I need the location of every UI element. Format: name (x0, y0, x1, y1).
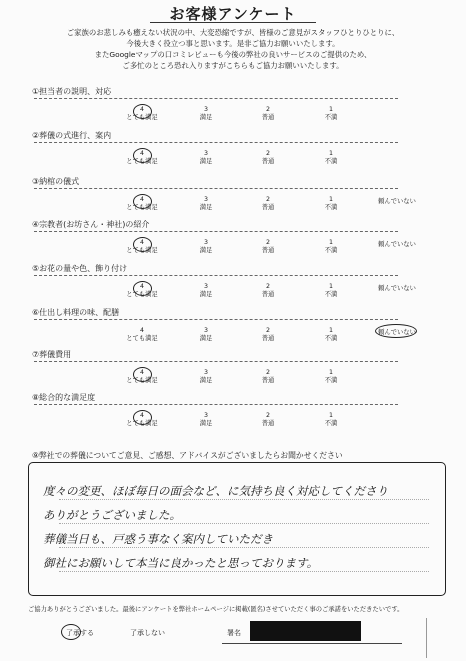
question-row (0, 263, 466, 303)
rating-option[interactable] (181, 150, 231, 166)
rating-option[interactable] (181, 369, 231, 385)
question-row (0, 349, 466, 389)
rating-number: 2 (265, 106, 270, 113)
consent-no-label: 了承しない (130, 629, 165, 637)
question-row (0, 86, 466, 126)
rating-number: 4 (139, 327, 144, 334)
rating-option[interactable] (181, 412, 231, 428)
question-title: ⑦葬儀費用 (32, 350, 72, 359)
ruled-line (59, 499, 429, 500)
question-row (0, 392, 466, 432)
question-divider (34, 361, 398, 362)
question-divider (34, 142, 398, 143)
rating-label: 不満 (324, 114, 338, 121)
rating-number: 1 (328, 106, 333, 113)
rating-number: 4 (139, 412, 144, 419)
question-title: ④宗教者(お坊さん・神社)の紹介 (32, 220, 150, 229)
question-title: ⑧総合的な満足度 (32, 393, 96, 402)
rating-option[interactable] (117, 150, 167, 166)
selection-circle (133, 237, 152, 252)
rating-number: 4 (139, 150, 144, 157)
question-divider (34, 319, 398, 320)
rating-option[interactable] (306, 412, 356, 428)
ruled-line (59, 523, 429, 524)
rating-option[interactable] (181, 196, 231, 212)
rating-label: とても満足 (126, 420, 158, 427)
intro-line: ご家族のお悲しみも癒えない状況の中、大変恐縮ですが、皆様のご意見がスタッフひとりひとりに、 (66, 28, 400, 37)
rating-number: 1 (328, 412, 333, 419)
rating-number: 4 (139, 106, 144, 113)
rating-option[interactable] (181, 283, 231, 299)
selection-circle (133, 410, 152, 425)
rating-option[interactable] (243, 150, 293, 166)
rating-label: 普通 (261, 291, 275, 298)
rating-option[interactable] (306, 327, 356, 343)
rating-label: 普通 (261, 204, 275, 211)
rating-option[interactable] (306, 369, 356, 385)
rating-label: とても満足 (126, 291, 158, 298)
question-row (0, 176, 466, 216)
rating-option[interactable] (306, 283, 356, 299)
question-title: ①担当者の説明、対応 (32, 87, 112, 96)
rating-number: 2 (265, 239, 270, 246)
rating-option[interactable] (181, 327, 231, 343)
rating-option[interactable] (243, 412, 293, 428)
rating-label: 満足 (199, 114, 213, 121)
rating-label: 不満 (324, 377, 338, 384)
rating-number: 2 (265, 196, 270, 203)
not-requested-label: 頼んでいない (378, 198, 416, 205)
rating-label: 普通 (261, 377, 275, 384)
rating-number: 1 (328, 150, 333, 157)
rating-label: 普通 (261, 335, 275, 342)
comment-box[interactable] (28, 462, 446, 596)
rating-number: 3 (203, 239, 208, 246)
consent-no[interactable] (130, 628, 165, 638)
rating-number: 4 (139, 196, 144, 203)
page-edge (426, 618, 441, 658)
rating-option[interactable] (243, 283, 293, 299)
signature-line (222, 643, 402, 644)
rating-number: 1 (328, 369, 333, 376)
rating-number: 1 (328, 196, 333, 203)
rating-number: 3 (203, 150, 208, 157)
rating-number: 4 (139, 369, 144, 376)
question-title: ②葬儀の式進行、案内 (32, 131, 112, 140)
rating-number: 3 (203, 106, 208, 113)
rating-label: 普通 (261, 114, 275, 121)
question-divider (34, 275, 398, 276)
question-row (0, 130, 466, 170)
selection-circle (133, 104, 152, 119)
rating-option[interactable] (306, 239, 356, 255)
intro-text (20, 27, 446, 71)
rating-option[interactable] (243, 239, 293, 255)
rating-option[interactable] (181, 239, 231, 255)
selection-circle (61, 624, 81, 640)
selection-circle (133, 367, 152, 382)
rating-label: 満足 (199, 377, 213, 384)
rating-label: 満足 (199, 420, 213, 427)
redacted-signature (250, 621, 361, 641)
rating-number: 2 (265, 327, 270, 334)
rating-option[interactable] (243, 196, 293, 212)
rating-number: 2 (265, 283, 270, 290)
rating-label: 満足 (199, 291, 213, 298)
comment-question: ⑨弊社での葬儀についてご意見、ご感想、アドバイスがございましたらお聞かせください (32, 451, 343, 460)
rating-label: 普通 (261, 158, 275, 165)
rating-number: 3 (203, 327, 208, 334)
not-requested-option[interactable] (372, 196, 422, 205)
consent-yes-label: 了承する (66, 629, 94, 637)
not-requested-label: 頼んでいない (378, 329, 416, 336)
question-title: ⑤お花の量や色、飾り付け (32, 264, 128, 273)
intro-line: ご多忙のところ恐れ入りますがこちらもご協力お願いいたします。 (122, 61, 344, 70)
question-title: ⑥仕出し料理の味、配膳 (32, 308, 120, 317)
ruled-line (59, 547, 429, 548)
rating-number: 4 (139, 283, 144, 290)
rating-option[interactable] (243, 106, 293, 122)
intro-line: またGoogleマップの口コミレビューも今後の弊社の良いサービスのご提供のため、 (94, 50, 372, 59)
selection-circle (133, 194, 152, 209)
rating-number: 3 (203, 412, 208, 419)
rating-number: 2 (265, 412, 270, 419)
not-requested-label: 頼んでいない (378, 285, 416, 292)
rating-label: 不満 (324, 291, 338, 298)
rating-option[interactable] (117, 327, 167, 343)
selection-circle (375, 324, 417, 338)
rating-label: 満足 (199, 204, 213, 211)
ruled-line (59, 571, 429, 572)
rating-label: とても満足 (126, 377, 158, 384)
rating-label: とても満足 (126, 158, 158, 165)
question-row (0, 219, 466, 259)
rating-option[interactable] (117, 369, 167, 385)
rating-label: とても満足 (126, 114, 158, 121)
rating-option[interactable] (117, 412, 167, 428)
rating-label: とても満足 (126, 204, 158, 211)
handwritten-line: ありがとうございました。 (43, 508, 181, 522)
selection-circle (133, 148, 152, 163)
survey-title: お客様アンケート (169, 5, 297, 23)
rating-number: 4 (139, 239, 144, 246)
rating-label: 普通 (261, 420, 275, 427)
rating-option[interactable] (306, 106, 356, 122)
not-requested-label: 頼んでいない (378, 241, 416, 248)
rating-option[interactable] (243, 369, 293, 385)
selection-circle (133, 281, 152, 296)
not-requested-option[interactable] (372, 327, 422, 336)
question-divider (34, 231, 398, 232)
footer-note: ご協力ありがとうございました。最後にアンケートを弊社ホームページに掲載(匿名)させていただく事のご承諾をいただきたいです。 (28, 606, 404, 613)
rating-label: 不満 (324, 247, 338, 254)
rating-number: 3 (203, 283, 208, 290)
rating-number: 1 (328, 327, 333, 334)
rating-label: とても満足 (126, 247, 158, 254)
rating-label: 不満 (324, 158, 338, 165)
rating-number: 2 (265, 150, 270, 157)
rating-option[interactable] (117, 106, 167, 122)
rating-option[interactable] (117, 283, 167, 299)
intro-line: 今後大きく役立つ事と思います。是非ご協力お願いいたします。 (126, 39, 340, 48)
signature-label: 署名 (227, 629, 241, 637)
not-requested-option[interactable] (372, 239, 422, 248)
handwritten-line: 葬儀当日も、戸惑う事なく案内していただき (43, 532, 273, 546)
rating-number: 1 (328, 283, 333, 290)
rating-number: 3 (203, 196, 208, 203)
rating-label: 満足 (199, 247, 213, 254)
handwritten-line: 度々の変更、ほぼ毎日の面会など、に気持ち良く対応してくださり (43, 484, 388, 498)
handwritten-line: 御社にお願いして本当に良かったと思っております。 (43, 556, 319, 570)
rating-option[interactable] (243, 327, 293, 343)
rating-label: とても満足 (126, 335, 158, 342)
rating-number: 3 (203, 369, 208, 376)
rating-label: 普通 (261, 247, 275, 254)
rating-label: 満足 (199, 335, 213, 342)
rating-option[interactable] (306, 196, 356, 212)
rating-label: 満足 (199, 158, 213, 165)
rating-number: 2 (265, 369, 270, 376)
rating-option[interactable] (306, 150, 356, 166)
not-requested-option[interactable] (372, 283, 422, 292)
question-divider (34, 404, 398, 405)
rating-option[interactable] (117, 196, 167, 212)
rating-number: 1 (328, 239, 333, 246)
question-title: ③納棺の儀式 (32, 177, 80, 186)
title-underline (150, 22, 316, 23)
consent-yes[interactable] (66, 628, 94, 638)
rating-label: 不満 (324, 204, 338, 211)
rating-option[interactable] (181, 106, 231, 122)
rating-option[interactable] (117, 239, 167, 255)
question-row (0, 307, 466, 347)
rating-label: 不満 (324, 335, 338, 342)
rating-label: 不満 (324, 420, 338, 427)
question-divider (34, 188, 398, 189)
question-divider (34, 98, 398, 99)
